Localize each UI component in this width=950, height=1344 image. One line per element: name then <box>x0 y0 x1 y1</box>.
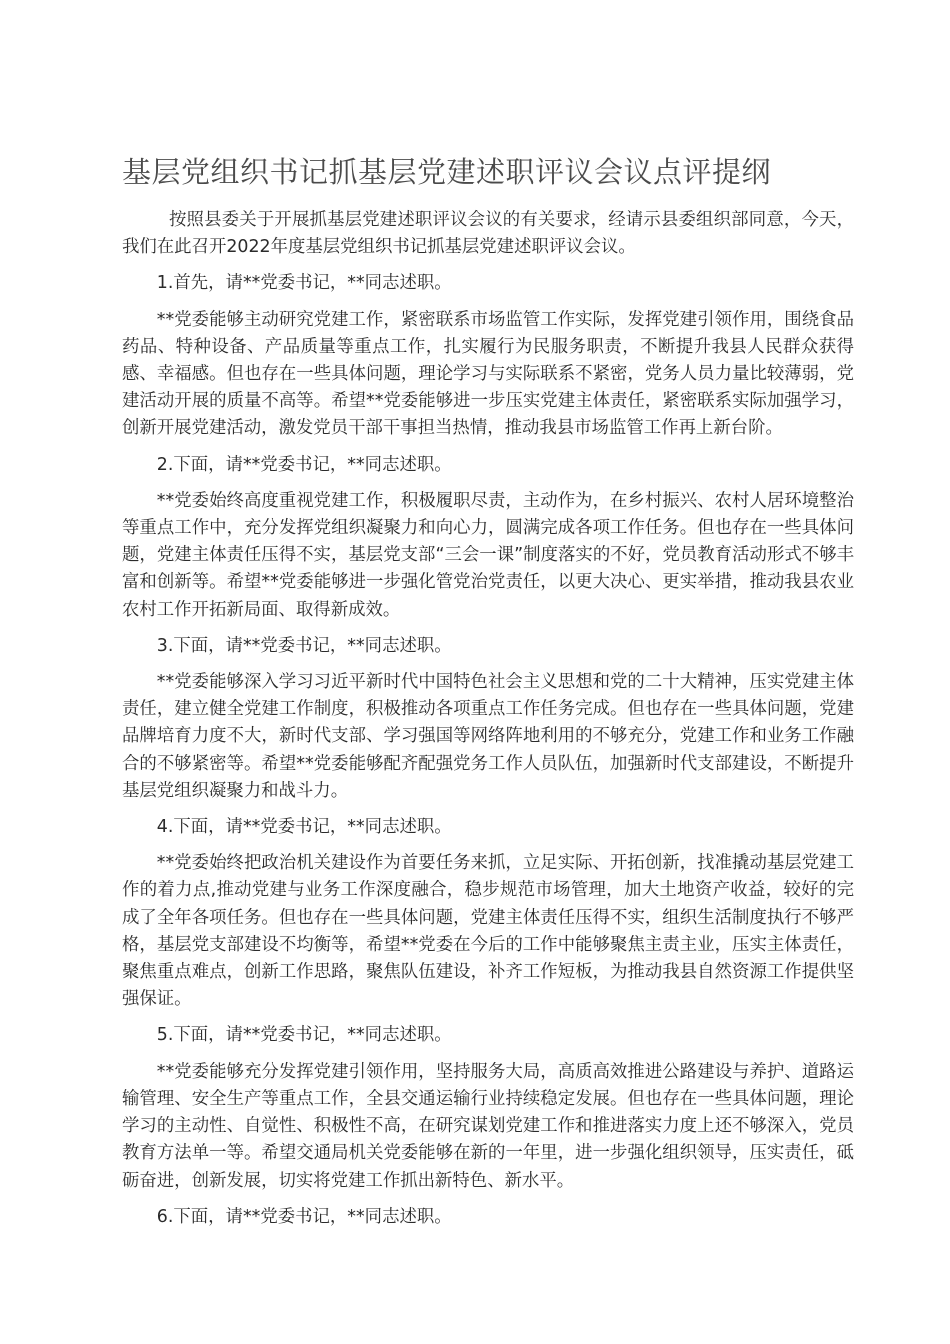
agenda-item-3: 3.下面，请**党委书记，**同志述职。 <box>156 635 452 656</box>
intro-paragraph: 按照县委关于开展抓基层党建述职评议会议的有关要求，经请示县委组织部同意，今天，我们在此召开2022年度基层党组织书记抓基层党建述职评议会议。 <box>122 210 854 258</box>
comment-paragraph-1: **党委能够主动研究党建工作，紧密联系市场监管工作实际，发挥党建引领作用，围绕食品药品、特种设备、产品质量等重点工作，扎实履行为民服务职责，不断提升我县人民群众获得感、幸福感。但也存在一些具体问题，理论学习与实际联系不紧密，党务人员力量比较薄弱，党建活动开展的质量不高等。希望**党委能够进一步压实党建主体责任，紧密联系实际加强学习，创新开展党建活动，激发党员干部干事担当热情，推动我县市场监管工作再上新台阶。 <box>122 309 854 439</box>
document-body <box>122 207 854 1231</box>
agenda-item-2: 2.下面，请**党委书记，**同志述职。 <box>156 454 452 475</box>
agenda-item-4: 4.下面，请**党委书记，**同志述职。 <box>156 817 452 838</box>
agenda-item-5: 5.下面，请**党委书记，**同志述职。 <box>156 1025 452 1046</box>
comment-paragraph-3: **党委能够深入学习习近平新时代中国特色社会主义思想和党的二十大精神，压实党建主体责任，建立健全党建工作制度，积极推动各项重点工作任务完成。但也存在一些具体问题，党建品牌培育力度不大，新时代支部、学习强国等网络阵地利用的不够充分，党建工作和业务工作融合的不够紧密等。希望**党委能够配齐配强党务工作人员队伍，加强新时代支部建设，不断提升基层党组织凝聚力和战斗力。 <box>122 672 854 801</box>
comment-paragraph-5: **党委能够充分发挥党建引领作用，坚持服务大局，高质高效推进公路建设与养护、道路运输管理、安全生产等重点工作，全县交通运输行业持续稳定发展。但也存在一些具体问题，理论学习的主动性、自觉性、积极性不高，在研究谋划党建工作和推进落实力度上还不够深入，党员教育方法单一等。希望交通局机关党委能够在新的一年里，进一步强化组织领导，压实责任，砥砺奋进，创新发展，切实将党建工作抓出新特色、新水平。 <box>122 1061 854 1191</box>
comment-paragraph-4: **党委始终把政治机关建设作为首要任务来抓，立足实际、开拓创新，找准撬动基层党建工作的着力点,推动党建与业务工作深度融合，稳步规范市场管理，加大土地资产收益，较好的完成了全年各项任务。但也存在一些具体问题，党建主体责任压得不实，组织生活制度执行不够严格，基层党支部建设不均衡等，希望**党委在今后的工作中能够聚焦主责主业，压实主体责任，聚焦重点难点，创新工作思路，聚焦队伍建设，补齐工作短板，为推动我县自然资源工作提供坚强保证。 <box>122 853 854 1010</box>
comment-paragraph-2: **党委始终高度重视党建工作，积极履职尽责，主动作为，在乡村振兴、农村人居环境整治等重点工作中，充分发挥党组织凝聚力和向心力，圆满完成各项工作任务。但也存在一些具体问题，党建主体责任压得不实，基层党支部“三会一课”制度落实的不好，党员教育活动形式不够丰富和创新等。希望**党委能够进一步强化管党治党责任，以更大决心、更实举措，推动我县农业农村工作开拓新局面、取得新成效。 <box>122 490 854 620</box>
agenda-item-1: 1.首先，请**党委书记，**同志述职。 <box>156 273 452 294</box>
document-title: 基层党组织书记抓基层党建述职评议会议点评提纲 <box>122 155 772 189</box>
agenda-item-6: 6.下面，请**党委书记，**同志述职。 <box>156 1206 452 1227</box>
